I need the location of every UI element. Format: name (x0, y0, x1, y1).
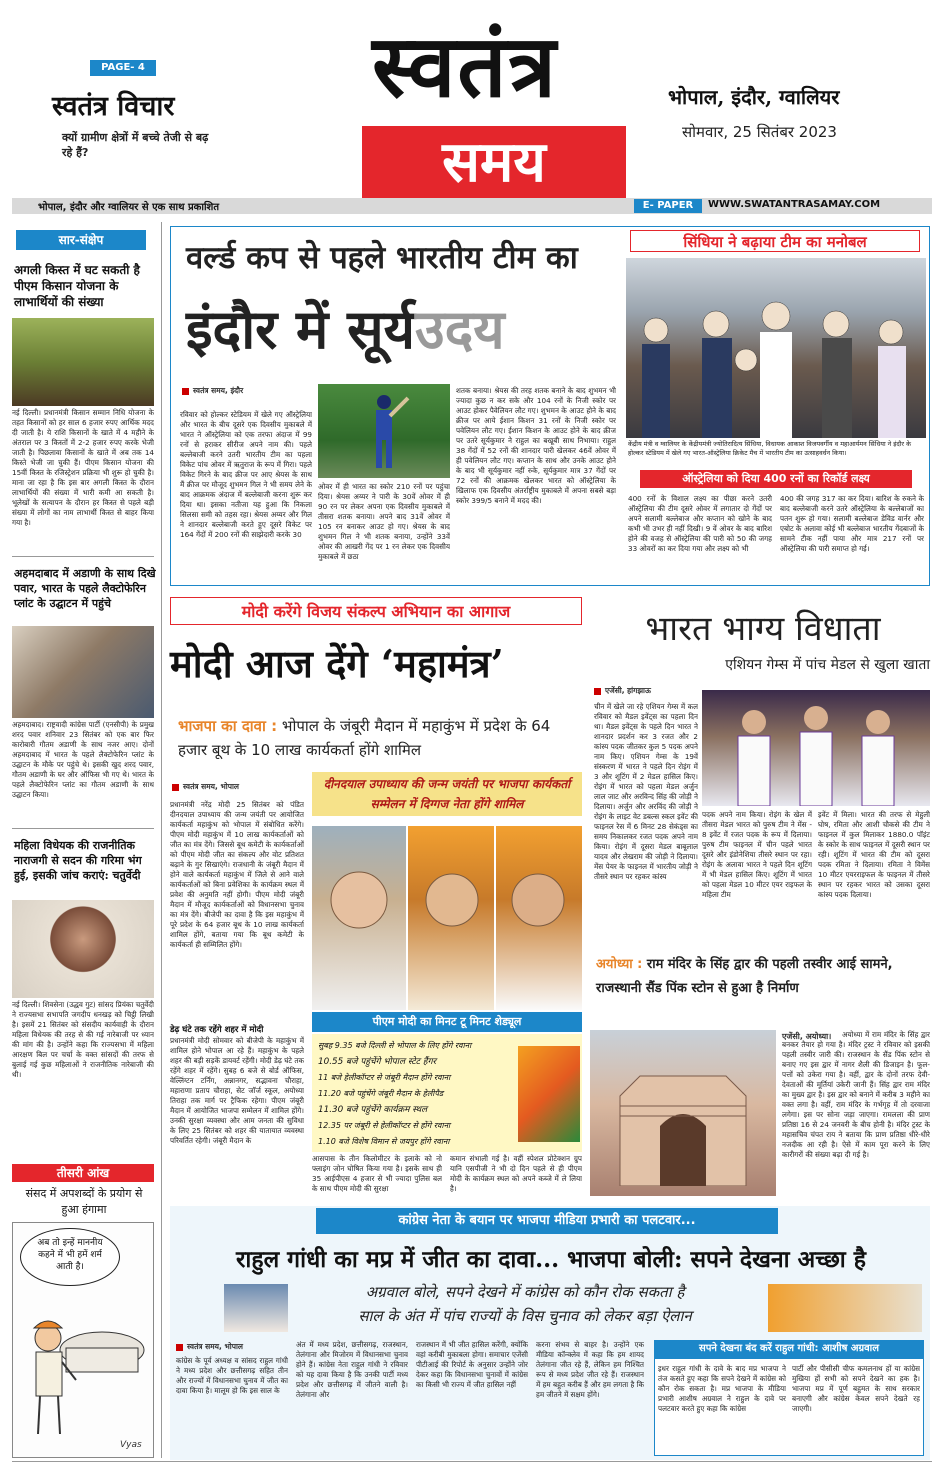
lead-headline-main: इंदौर में सूर्य (186, 297, 415, 361)
rahul-col-4: करना संभव से बाहर है। उन्होंने एक मीडिया कॉन्क्लेव में कहा कि हम शायद तेलंगाना जीत रहे हैं, लेकिन हम निश्चित रूप से मध्य प्रदेश जीत रहे हैं। राजस्थान में हम बहुत करीब हैं और हम लगता है कि हम जीतने में सक्षम होंगे। (536, 1340, 644, 1399)
sidebar-section-label: सार-संक्षेप (16, 230, 146, 250)
ashish-photo (768, 1284, 922, 1332)
lead-col-2: ओवर में ही भारत का स्कोर 210 रनों पर पहुंचा दिया। श्रेयस अय्यर ने पारी के 30वें ओवर में ही 90 रन पर लेकर अपना एक दिवसीय मुकाबले में तीसरा शतक बनाया। अपने बाद 31वें ओवर में 105 रन बनाकर आउट हो गए। श्रेयस के बाद शुभमन गिल ने भी शतक बनाया, उन्होंने 33वें ओवर की आखरी गेंद पर 1 रन लेकर एक दिवसीय मुकाबले में छठा (318, 482, 450, 561)
opinion-teaser: क्यों ग्रामीण क्षेत्रों में बच्चे तेजी से बढ़ रहे हैं? (62, 131, 209, 159)
epaper-label: E- PAPER (634, 199, 702, 213)
schedule-item: 12.35 पर जंबूरी से हेलीकॉप्टर से होंगे रवाना (318, 1121, 451, 1130)
asian-games-deck: एशियन गेम्स में पांच मेडल से खुला खाता (725, 657, 930, 673)
ayodhya-byline: एजेंसी, अयोध्या। (782, 1032, 832, 1041)
modi-deck-text: भोपाल के जंबूरी मैदान में महाकुंभ में प्रदेश के 64 हजार बूथ के 10 लाख कार्यकर्ता होंगे शामिल (178, 717, 551, 759)
rahul-deck-2: साल के अंत में पांच राज्यों के विस चुनाव को लेकर बड़ा ऐलान (358, 1307, 692, 1325)
ayodhya-headline-text: राम मंदिर के सिंह द्वार की पहली तस्वीर आई सामने, राजस्थानी सैंड पिंक स्टोन से हुआ है निर्माण (596, 957, 893, 996)
asian-games-headline: भारत भाग्य विधाता (645, 609, 881, 649)
ayodhya-label: अयोध्या : (596, 957, 643, 972)
farm-photo (12, 318, 154, 406)
asian-games-byline: एजेंसी, हांगझाऊ (594, 686, 651, 696)
cartoon-signature: Vyas (120, 1440, 142, 1450)
sidebar-item-headline: अगली किस्त में घट सकती है पीएम किसान योजना के लाभार्थियों की संख्या (14, 263, 140, 309)
sidebar-item-headline: अहमदाबाद में अडाणी के साथ दिखे पवार, भारत के पहले लैक्टोफेरिन प्लांट के उद्घाटन में पहुंचे (14, 567, 156, 610)
schedule-item: 11 बजे हेलीकॉप्टर से जंबूरी मैदान होंगे रवाना (318, 1073, 451, 1082)
asian-games-col-2: पदक अपने नाम किया। रोइंग के खेल में तीसरा मेडल भारत को पुरुष टीम ने मेंस - 8 इवेंट में रजत पदक के रूप में दिलाया। पुरुष टीम फाइनल में चीन पहले भारत दूसरे और इंडोनेशिया तीसरे स्थान पर रहा। रोइंग के अलावा भारत ने पहले दिन शूटिंग में भी मेडल हासिल किए। शूटिंग में भारत को पहला मेडल 10 मीटर एयर राइफल के महिला टीम (702, 810, 812, 899)
cartoon-caption: संसद में अपशब्दों के प्रयोग से हुआ हंगामा (25, 1187, 143, 1216)
schedule-list (318, 1038, 518, 1150)
ashish-box-col-1: इधर राहुल गांधी के दावे के बाद मप्र भाजपा ने तंज कसते हुए कहा कि सपने देखने में कांग्रेस को कौन रोक सकता है। मप्र भाजपा के मीडिया प्रभारी आशीष अग्रवाल ने राहुल के दावे पर पलटवार करते हुए कहा कि कांग्रेस (658, 1364, 786, 1413)
rahul-photo (224, 1284, 288, 1332)
sidebar-item-headline: महिला विधेयक की राजनीतिक नाराजगी से सदन की गरिमा भंग हुई, इसकी जांच कराएं: चतुर्वेदी (14, 839, 142, 882)
rahul-col-2: अंत में मध्य प्रदेश, छत्तीसगढ़, राजस्थान, तेलंगाना और मिजोरम में विधानसभा चुनाव होने हैं। कांग्रेस नेता राहुल गांधी ने रविवार को यह दावा किया है कि उनकी पार्टी मध्य प्रदेश और छत्तीसगढ़ में जीतने वाली है। तेलंगाना और (296, 1340, 408, 1399)
logo-bottom: समय (442, 129, 546, 195)
cities: भोपाल, इंदौर, ग्वालियर (668, 85, 840, 109)
rahul-headline: राहुल गांधी का मप्र में जीत का दावा... भाजपा बोली: सपने देखना अच्छा है (236, 1246, 866, 1273)
logo-top: स्वतंत्र (372, 16, 558, 117)
cartoon-label: तीसरी आंख (12, 1164, 154, 1182)
leaders-faces-icon (312, 860, 582, 950)
ashish-box-col-2: पार्टी और पीसीसी चीफ कमलनाथ हों या कांग्रेस मुखिया हों सभी को सपने देखने का हक है। भाजपा मप्र में पूर्ण बहुमत के साथ सरकार बनाएगी और कांग्रेस केवल सपने देखते रह जाएगी। (792, 1364, 920, 1413)
schedule-item: 10.55 बजे पहुंचेंगे भोपाल स्टेट हैंगर (318, 1057, 437, 1067)
ayodhya-body: अयोध्या में राम मंदिर के सिंह द्वार बनकर तैयार हो गया है। मंदिर ट्रस्ट ने रविवार को इसकी पहली तस्वीर जारी की। राजस्थान के सैंड पिंक स्टोन से बनाए गए इस द्वार में नागर शैली की डिजाइन है। फूल-पत्तों को उकेरा गया है। वहीं, द्वार के दोनों तरफ देवी-देवताओं की मूर्तियां उकेरी जानी हैं। सिंह द्वार राम मंदिर का मुख्य द्वार है। इस द्वार को बनाने में करीब 3 महीने का वक्त लगा है। वहीं, राम मंदिर के गर्भगृह में तो दरवाजा लगेगा। इस पर सोना जड़ा जाएगा। रामलला की प्राण प्रतिष्ठा 16 से 24 जनवरी के बीच होनी है। मंदिर ट्रस्ट के महासचिव चंपत राय ने बताया कि प्राण प्रतिष्ठा धीरे-धीरे नजदीक आ रही है। ऐसे में काम पूरा करने के लिए कारीगरों की संख्या बढ़ा दी गई है। (782, 1030, 930, 1159)
sidebar-item-body: नई दिल्ली। प्रधानमंत्री किसान सम्मान निधि योजना के तहत किसानों को हर साल 6 हजार रुपए आर्थिक मदद दी जाती है। ये राशि किसानों के खाते में 4 महीने के अंतराल पर 3 किस्तों में 2-2 हजार रुपए करके भेजी जाती है। पिछलावा किसानों के खाते में अब तक 14 किस्ते भेजी जा चुकी हैं। पीएम किसान योजना की 15वीं किस्त के रजिस्ट्रेशन प्रक्रिया भी शुरू हो चुकी है। माना जा रहा है कि इस बार अगली किस्त के दौरान लाभार्थियों की संख्या में भारी कमी आ सकती है। भूलेखों के सत्यापन के दौरान हर किस्त से पहले बड़ी संख्या में लोगों का नाम लाभार्थी किस्त से बाहर किया गया है। (12, 408, 154, 527)
lead-side-col-1: 400 रनों के विशाल लक्ष्य का पीछा करने उतरी ऑस्ट्रेलिया की टीम दूसरे ओवर में लगातार दो गेंदों पर अपने सलामी बल्लेबाज और कप्तान को खोने के बाद कभी भी उभर ही नहीं दिखी। 9 वें ओवर के बाद बारिश होने की वजह से ऑस्ट्रेलिया की पारी को 50 की जगह 33 ओवरों का कर दिया गया और लक्ष्य को भी (628, 494, 772, 553)
divider (12, 556, 154, 557)
website-link[interactable]: WWW.SWATANTRASAMAY.COM (708, 199, 881, 210)
rahul-col-1: कांग्रेस के पूर्व अध्यक्ष व सांसद राहुल गांधी ने मध्य प्रदेश और छत्तीसगढ़ सहित तीन और राज्यों में विधानसभा चुनाव में जीत का दावा किया है। मालूम हो कि इस साल के (176, 1356, 288, 1395)
ashish-box-head: सपने देखना बंद करें राहुल गांधी: आशीष अग्रवाल (654, 1340, 924, 1358)
scindia-head: सिंधिया ने बढ़ाया टीम का मनोबल (630, 230, 920, 252)
opinion-title: स्वतंत्र विचार (52, 91, 175, 122)
schedule-item: 1.10 बजे विशेष विमान से जयपुर होंगे रवाना (318, 1137, 450, 1146)
modi-headline: मोदी आज देंगे ‘महामंत्र’ (170, 641, 504, 686)
modi-byline: स्वतंत्र समय, भोपाल (172, 782, 239, 792)
rahul-deck-1: अग्रवाल बोले, सपने देखने में कांग्रेस को कौन रोक सकता है (365, 1283, 685, 1301)
crowd-icon (626, 290, 926, 438)
schedule-item: 11.30 बजे पहुंचेंगे कार्यक्रम स्थल (318, 1105, 428, 1115)
schedule-head: पीएम मोदी का मिनट टू मिनट शेड्यूल (312, 1012, 582, 1032)
cartoon-bubble: अब तो इन्हें माननीय कहने में भी हमें शर्म आती है। (20, 1228, 120, 1286)
rahul-col-3: राजस्थान में भी जीत हासिल करेंगी, क्योंकि वहां करीबी मुकाबला होगा। समाचार एजेंसी पीटीआई की रिपोर्ट के अनुसार उन्होंने जोर देकर कहा कि विधानसभा चुनावों में कांग्रेस का किसी भी राज्य में जीत हासिल नहीं (416, 1340, 528, 1389)
record-target-banner: ऑस्ट्रेलिया को दिया 400 रनों का रिकॉर्ड लक्ष्य (640, 470, 912, 488)
batsman-icon (360, 392, 410, 472)
lead-col-3: शतक बनाया। श्रेयस की तरह शतक बनाने के बाद शुभमन भी ज्यादा कुछ न कर सके और 104 रनों के निजी स्कोर पर आउट होकर पैवेलियन लौट गए। शुभमन के आउट होने के बाद क्रीज पर आये ईशान किशन 31 रनों के निजी स्कोर पर पवेलियन लौट गए। ईशान किशन के आउट होने के बाद क्रीज पर उतरे सूर्यकुमार ने राहुल का बखूबी साथ निभाया। राहुल 38 गेंदों में 52 रनों की शानदार पारी खेलकर 46वें ओवर में ही पवेलियन लौट गए। कप्तान के साथ और उनके आउट होने के बाद भी सूर्यकुमार नहीं रुके, सूर्यकुमार मात्र 37 गेंदों पर 72 रनों की आक्रमक खेलकर भारत को ऑस्ट्रेलिया के खिलाफ एक दिवसीय अंतर्राष्ट्रीय मुकाबले में अपना सबसे बड़ा स्कोर 399/5 बनाने में मदद की। (456, 386, 616, 505)
issue-date: सोमवार, 25 सितंबर 2023 (682, 123, 837, 141)
modi-kicker: मोदी करेंगे विजय संकल्प अभियान का आगाज (170, 597, 582, 625)
ayodhya-headline (596, 953, 930, 1001)
scindia-caption: केंद्रीय मंत्री व ग्वालियर के केंद्रीयमंत्री ज्योतिरादित्य सिंधिया, विधायक आकाश विजयवर्गीय व महाआर्यमन सिंधिया ने इंदौर के होल्कर स्टेडियम में खेले गए भारत-ऑस्ट्रेलिया क्रिकेट मैच में भारतीय टीम का उत्साहवर्धन किया। (628, 440, 911, 457)
modi-col-2: प्रधानमंत्री मोदी सोमवार को बीजेपी के महाकुंभ में शामिल होने भोपाल आ रहे हैं। महाकुंभ के पहले शहर की बड़ी सड़कें डायवर्ट रहेंगी। मोदी डेढ़ घंटे तक रहेंगे शहर में रहेंगे। सुबह 6 बजे से बोर्ड ऑफिस, वेल्लिंग्टन टर्निंग, अन्नानगर, सद्भावना चौराहा, महाराणा प्रताप चौराहा, सेट जॉर्ज स्कूल, अयोध्या तिराहा तक मार्ग पर ट्रैफिक रहेगा। पीएम जंबूरी मैदान में आयोजित भाजपा सम्मेलन में शामिल होंगे। उनकी सुरक्षा व्यवस्था और आम जनता की सुविधा के लिए 25 सितंबर को शहर की यातायात व्यवस्था परिवर्तित रहेगी। जंबूरी मैदान के (170, 1036, 304, 1145)
modi-deck-prefix: भाजपा का दावा : (178, 717, 278, 735)
rahul-kicker: कांग्रेस नेता के बयान पर भाजपा मीडिया प्रभारी का पलटवार... (316, 1208, 778, 1234)
tagline: भोपाल, इंदौर और ग्वालियर से एक साथ प्रकाशित (38, 202, 220, 213)
lead-headline-line1: वर्ल्ड कप से पहले भारतीय टीम का (186, 240, 578, 276)
modi-subhead: डेढ़ घंटे तक रहेंगे शहर में मोदी (170, 1025, 264, 1035)
shooters-icon (702, 696, 930, 806)
asian-games-col-1: चीन में खेले जा रहे एशियन गेम्स में कल रविवार को मैडल इवेंट्स का पहला दिन था। मैडल इवेंट्स के पहले दिन भारत ने शानदार प्रदर्शन कर 3 रजत और 2 कांस्य पदक जीतकर कुल 5 पदक अपने नाम किए। एशियन गेम्स के 19वें संस्करण में भारत ने पहले दिन रोइंग में 3 और शूटिंग में 2 मेडल हासिल किए। रोइंग में भारत को पहला मेडल अर्जुन लाल जाट और अरविन्द सिंह की जोड़ी ने दिलाया। अर्जुन और अरविंद की जोड़ी ने रोइंग के लाइट वेट डबल्स स्कल इवेंट की फाइनल रेस में 6 मिनट 28 सेकंड्स का समय निकालकर रजत पदक अपने नाम किया। रोइंग में दूसरा मेडल बाबूलाल यादव और लेखराम की जोड़ी ने दिलाया। मेंस पेयर के फाइनल में भारतीय जोड़ी ने तीसरे स्थान पर रहकर कांस्य (594, 702, 698, 881)
column-divider (161, 222, 162, 1458)
page-label: PAGE- 4 (90, 60, 156, 76)
divider (12, 828, 154, 829)
bottom-rule (12, 1461, 932, 1462)
temple-gate-icon (600, 1046, 766, 1186)
asian-games-col-3: इवेंट में मिला। भारत की तरफ से मेहुली घोष, रमिता और आशी चौकसे की टीम ने फाइनल में कुल मिलाकर 1880.0 पॉइंट के स्कोर के साथ फाइनल में दूसरी स्थान पर रही। शूटिंग में भारत की टीम को दूसरा पदक रमिता ने दिलाया। रमिता ने विमेंस 10 मीटर एयरराइफल के फाइनल में तीसरे स्थान पर रहकर भारत को उसका दूसरा कांस्य पदक दिलाया। (818, 810, 930, 899)
sidebar-item-body: नई दिल्ली। शिवसेना (उद्धव गुट) सांसद प्रियंका चतुर्वेदी ने राज्यसभा सभापति जगदीप धनखड़ को चिट्ठी लिखी है। इसमें 21 सितंबर को संसदीय कार्यवाही के दौरान महिला विधेयक की तरह से की गई नारेबाजी पर ध्यान की मांग की है। उन्होंने कहा कि राज्यसभा में महिला आरक्षण बिल पर चर्चा के वक्त सांसदों की तरफ से बुलाई गई कुछ महिलाओं ने राजनीतिक नारेबाजी की थी। (12, 1000, 154, 1079)
adani-pawar-photo (12, 626, 154, 718)
lead-headline-line2 (186, 290, 505, 364)
rahul-byline: स्वतंत्र समय, भोपाल (176, 1342, 243, 1352)
lead-headline-ghost: उदय (414, 297, 505, 361)
lead-col-1: रविवार को होल्कर स्टेडियम में खेले गए ऑस्ट्रेलिया और भारत के बीच दूसरे एक दिवसीय मुकाबले में भारत ने ऑस्ट्रेलिया को एक तरफा अंदाज में 99 रनों से हराकर सीरीज अपने नाम की। पहले बल्लेबाजी करने उतरी भारतीय टीम का पहला विकेट पांच ओवर में ऋतुराज के रूप में गिरा। पहले विकेट गिरने के बाद क्रीज पर आए श्रेयस के साथ मैं क्रीज पर मौजूद शुभमन गिल ने भी समय लेने के बाद आक्रमक अंदाज में बल्लेबाजी करना शुरू कर दिया था। इसका नतीजा यह हुआ कि निकला सिलसा समी को तहस रहा। श्रेयस अय्यर और गिल ने शानदार बल्लेबाजी करते हुए दूसरे विकेट पर 164 गेंदों में 200 रनों की साझेदारी करके 30 (180, 410, 312, 539)
modi-col-1: प्रधानमंत्री नरेंद्र मोदी 25 सितंबर को पंडित दीनदयाल उपाध्याय की जन्म जयंती पर आयोजित कार्यकर्ता महाकुंभ को भोपाल में संबोधित करेंगे। पीएम मोदी महाकुंभ में 10 लाख कार्यकर्ताओं को जीत का मंत्र देंगे। जिससे बूथ कमेटी के कार्यकर्ताओं को पीएम मोदी जीत का संकल्प और वोट प्रतिशत बढ़ाने के गुर सिखाएंगे। राजधानी के जंबूरी मैदान में होने वाले कार्यकर्ता महाकुंभ में जिले से आने वाले कार्यकर्ताओं को बिना प्रवेशिका के कार्यक्रम स्थल में प्रवेश की अनुमति नहीं होगी। पीएम मोदी जंबूरी मैदान में मौजूद कार्यकर्ताओं को विधानसभा चुनाव का मंत्र देंगे। बीजेपी का दावा है कि इस महाकुंभ में पूरे प्रदेश के 64 हजार बूथ के 10 लाख कार्यकर्ता शामिल होंगे, बताया गया कि बूथ कमेटी के कार्यकर्ता ही सम्मिलित होंगे। (170, 800, 304, 949)
schedule-item: 11.20 बजे पहुंचेंगे जंबूरी मैदान के हेलीपैड (318, 1089, 444, 1098)
cartoon-drawing (14, 1288, 152, 1456)
modi-col-4: कमान संभाली गई है। वहीं स्पेशल प्रोटेक्शन ग्रुप यानि एसपीजी ने भी दो दिन पहले से ही पीएम मोदी के कार्यक्रम स्थल को अपने कब्जे में ले लिया है। (450, 1154, 582, 1193)
bjp-flag-photo (518, 1046, 580, 1142)
modi-col-3: आसपास के तीन किलोमीटर के इलाके को नो फ्लाइंग जोन घोषित किया गया है। इसके साथ ही 35 आईपीएस 4 हजार से भी ज्यादा पुलिस बल के साथ पीएम मोदी की सुरक्षा (312, 1154, 442, 1193)
lead-side-col-2: 400 की जगह 317 का कर दिया। बारिश के रुकने के बाद बल्लेबाजी करने उतरे ऑस्ट्रेलिया के बल्लेबाजों का पतन शुरू हो गया। सलामी बल्लेबाज डेविड वार्नर और एबोट के अलावा कोई भी बल्लेबाज भारतीय गेंदबाजों के सामने टीक नहीं पाया और मात्र 217 रनों पर ऑस्ट्रेलिया की पारी समाप्त हो गई। (780, 494, 924, 553)
modi-photo-head: दीनदयाल उपाध्याय की जन्म जयंती पर भाजपा कार्यकर्ता सम्मेलन में दिग्गज नेता होंगे शामिल (312, 772, 582, 816)
priyanka-photo (12, 900, 154, 998)
schedule-item: सुबह 9.35 बजे दिल्ली से भोपाल के लिए होंगे रवाना (318, 1041, 472, 1050)
sidebar-item-body: अहमदाबाद। राष्ट्रवादी कांग्रेस पार्टी (एनसीपी) के प्रमुख शरद पवार शनिवार 23 सितंबर को एक बार फिर कारोबारी गौतम अडाणी के साथ नजर आए। दोनों अहमदाबाद में भारत के पहले लैक्टोफेरिन प्लांट के उद्घाटन के मौके पर पहुंचे थे। इसकी खुद शरद पवार, गौतम अडाणी के घर और ऑफिस भी गए थे। भारत के पहले लैक्टोफेरिन प्लांट का गौतम अडाणी के साथ उद्घाटन किया। (12, 720, 154, 799)
lead-byline: स्वतंत्र समय, इंदौर (182, 386, 243, 396)
modi-deck (178, 714, 584, 762)
